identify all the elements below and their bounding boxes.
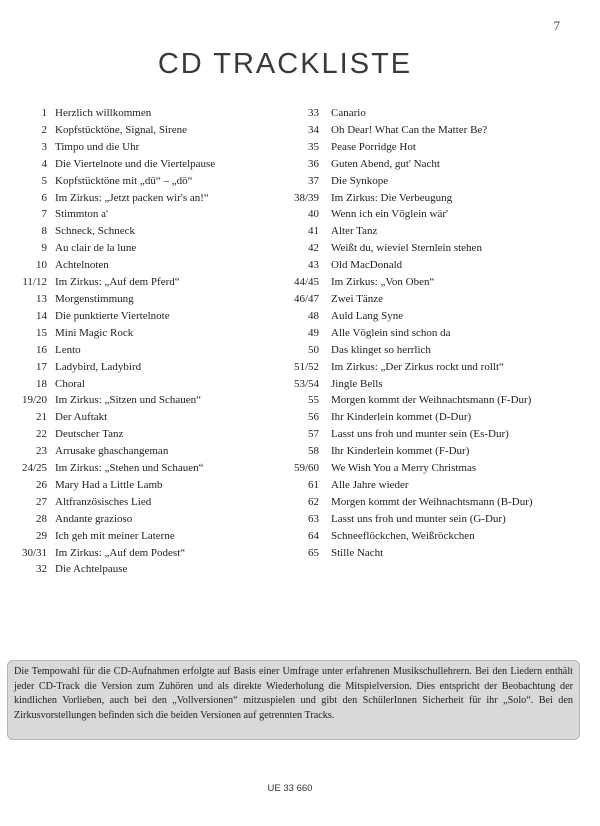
track-title: Alle Vöglein sind schon da [331,326,451,339]
track-title: Auld Lang Syne [331,309,404,322]
track-number: 9 [41,242,47,255]
track-number: 13 [36,292,47,305]
track-number: 35 [308,140,319,153]
track-title: Altfranzösisches Lied [55,495,152,508]
track-number: 32 [36,563,47,576]
track-title: Ich geh mit meiner Laterne [55,529,175,542]
track-title: Im Zirkus: „Stehen und Schauen“ [55,462,204,475]
track-number: 8 [41,225,47,238]
track-number: 33 [308,107,319,119]
track-title: Timpo und die Uhr [55,140,140,153]
track-title: Stimmton a' [55,208,109,221]
track-title: Oh Dear! What Can the Matter Be? [331,123,488,136]
track-number: 36 [308,157,319,170]
track-title: Im Zirkus: „Von Oben“ [331,276,435,289]
track-title: Im Zirkus: „Auf dem Podest“ [55,546,186,559]
track-number: 44/45 [293,276,319,289]
track-number: 65 [308,546,319,559]
track-number: 62 [308,495,319,508]
track-title: Ihr Kinderlein kommet (F-Dur) [331,445,470,458]
track-number: 38/39 [293,191,319,204]
track-title: Kopfstücktöne, Signal, Sirene [55,123,187,136]
track-number: 19/20 [21,394,47,407]
track-title: Guten Abend, gut' Nacht [331,157,440,170]
track-number: 16 [36,343,47,356]
track-number: 14 [36,309,47,322]
track-title: Achtelnoten [55,259,109,272]
track-number: 29 [36,529,47,542]
track-title: Mini Magic Rock [55,326,134,339]
track-number: 4 [41,157,47,170]
track-number: 26 [36,478,47,491]
track-number: 7 [41,208,47,221]
track-title: Au clair de la lune [55,242,137,255]
track-title: Schneck, Schneck [55,225,136,238]
info-note: Die Tempowahl für die CD-Aufnahmen erfolgte auf Basis einer Umfrage unter erfahrenen Musikschullehrern. Bei den Liedern enthält jeder CD-Track die Version zum Zuhören und als direkte Wiederholung die Mitspielversion. Dies entspricht der Beobachtung der kindlichen Vorlieben, auch bei den „Vollversionen“ mitzuspielen und gibt den SchülerInnen Sicherheit für ihr „Solo“. Bei den Zirkusvorstellungen befinden sich die beiden Versionen auf getrennten Tracks. [7,660,580,740]
track-number: 30/31 [21,546,47,559]
track-title: Die Viertelnote und die Viertelpause [55,157,216,170]
track-number: 28 [36,512,47,525]
track-title: Andante grazioso [55,512,133,525]
track-title: Schneeflöckchen, Weißröckchen [331,529,475,542]
track-title: Im Zirkus: Die Verbeugung [331,191,453,204]
track-title: Wenn ich ein Vöglein wär' [331,208,448,221]
track-number: 27 [36,495,47,508]
track-number: 41 [308,225,319,238]
track-title: We Wish You a Merry Christmas [331,462,477,475]
track-title: Morgen kommt der Weihnachtsmann (F-Dur) [331,394,532,407]
track-title: Arrusake ghaschangeman [55,445,169,458]
track-title: Herzlich willkommen [55,107,152,119]
track-title: Stille Nacht [331,546,384,559]
track-number: 61 [308,478,319,491]
track-number: 6 [41,191,47,204]
track-number: 2 [41,123,47,136]
track-title: Lasst uns froh und munter sein (G-Dur) [331,512,506,525]
track-number: 42 [308,242,319,255]
page-title: CD TRACKLISTE [157,48,413,80]
track-title: Im Zirkus: „Jetzt packen wir's an!“ [55,191,209,204]
track-title: Ihr Kinderlein kommet (D-Dur) [331,411,472,424]
track-number: 10 [36,259,47,272]
track-number: 50 [308,343,319,356]
track-title: Die Synkope [331,174,389,187]
track-number: 11/12 [22,276,47,289]
track-number: 46/47 [293,292,319,305]
track-number: 37 [308,174,319,187]
track-number: 57 [308,428,319,441]
track-title: Mary Had a Little Lamb [55,478,163,491]
track-number: 59/60 [293,462,319,475]
track-number: 34 [308,123,319,136]
track-title: Lento [55,343,81,356]
page-number: 7 [553,18,560,33]
track-number: 64 [308,529,319,542]
track-number: 53/54 [293,377,319,390]
track-number: 15 [36,326,47,339]
track-title: Die punktierte Viertelnote [55,309,170,322]
track-title: Pease Porridge Hot [331,140,416,153]
track-number: 24/25 [21,462,47,475]
track-title: Old MacDonald [331,259,403,272]
track-number: 5 [41,174,47,187]
track-title: Zwei Tänze [331,292,384,305]
track-title: Lasst uns froh und munter sein (Es-Dur) [331,428,509,441]
track-number: 55 [308,394,319,407]
track-title: Canario [331,107,366,119]
track-number: 3 [41,140,47,153]
track-number: 58 [308,445,319,458]
track-title: Morgenstimmung [55,292,134,305]
track-title: Kopfstücktöne mit „dü“ – „dö“ [55,174,193,187]
track-title: Deutscher Tanz [55,428,124,441]
track-number: 17 [36,360,47,373]
publisher-code: UE 33 660 [267,783,313,794]
track-title: Ladybird, Ladybird [55,360,142,373]
track-number: 23 [36,445,47,458]
track-number: 22 [36,428,47,441]
track-title: Im Zirkus: „Der Zirkus rockt und rollt“ [331,360,504,373]
track-number: 40 [308,208,319,221]
track-title: Alle Jahre wieder [331,478,409,491]
track-number: 48 [308,309,319,322]
track-number: 63 [308,512,319,525]
track-title: Im Zirkus: „Sitzen und Schauen“ [55,394,202,407]
track-title: Jingle Bells [331,377,383,390]
track-title: Weißt du, wieviel Sternlein stehen [331,242,482,255]
track-title: Morgen kommt der Weihnachtsmann (B-Dur) [331,495,533,508]
track-number: 21 [36,411,47,424]
track-number: 56 [308,411,319,424]
track-title: Choral [55,377,85,390]
track-number: 43 [308,259,319,272]
track-title: Der Auftakt [55,411,108,424]
track-number: 51/52 [293,360,319,373]
track-title: Im Zirkus: „Auf dem Pferd“ [55,276,180,289]
track-title: Das klinget so herrlich [331,343,431,356]
track-number: 49 [308,326,319,339]
track-title: Die Achtelpause [55,563,128,576]
track-number: 1 [41,107,47,119]
track-number: 18 [36,377,47,390]
track-title: Alter Tanz [331,225,378,238]
